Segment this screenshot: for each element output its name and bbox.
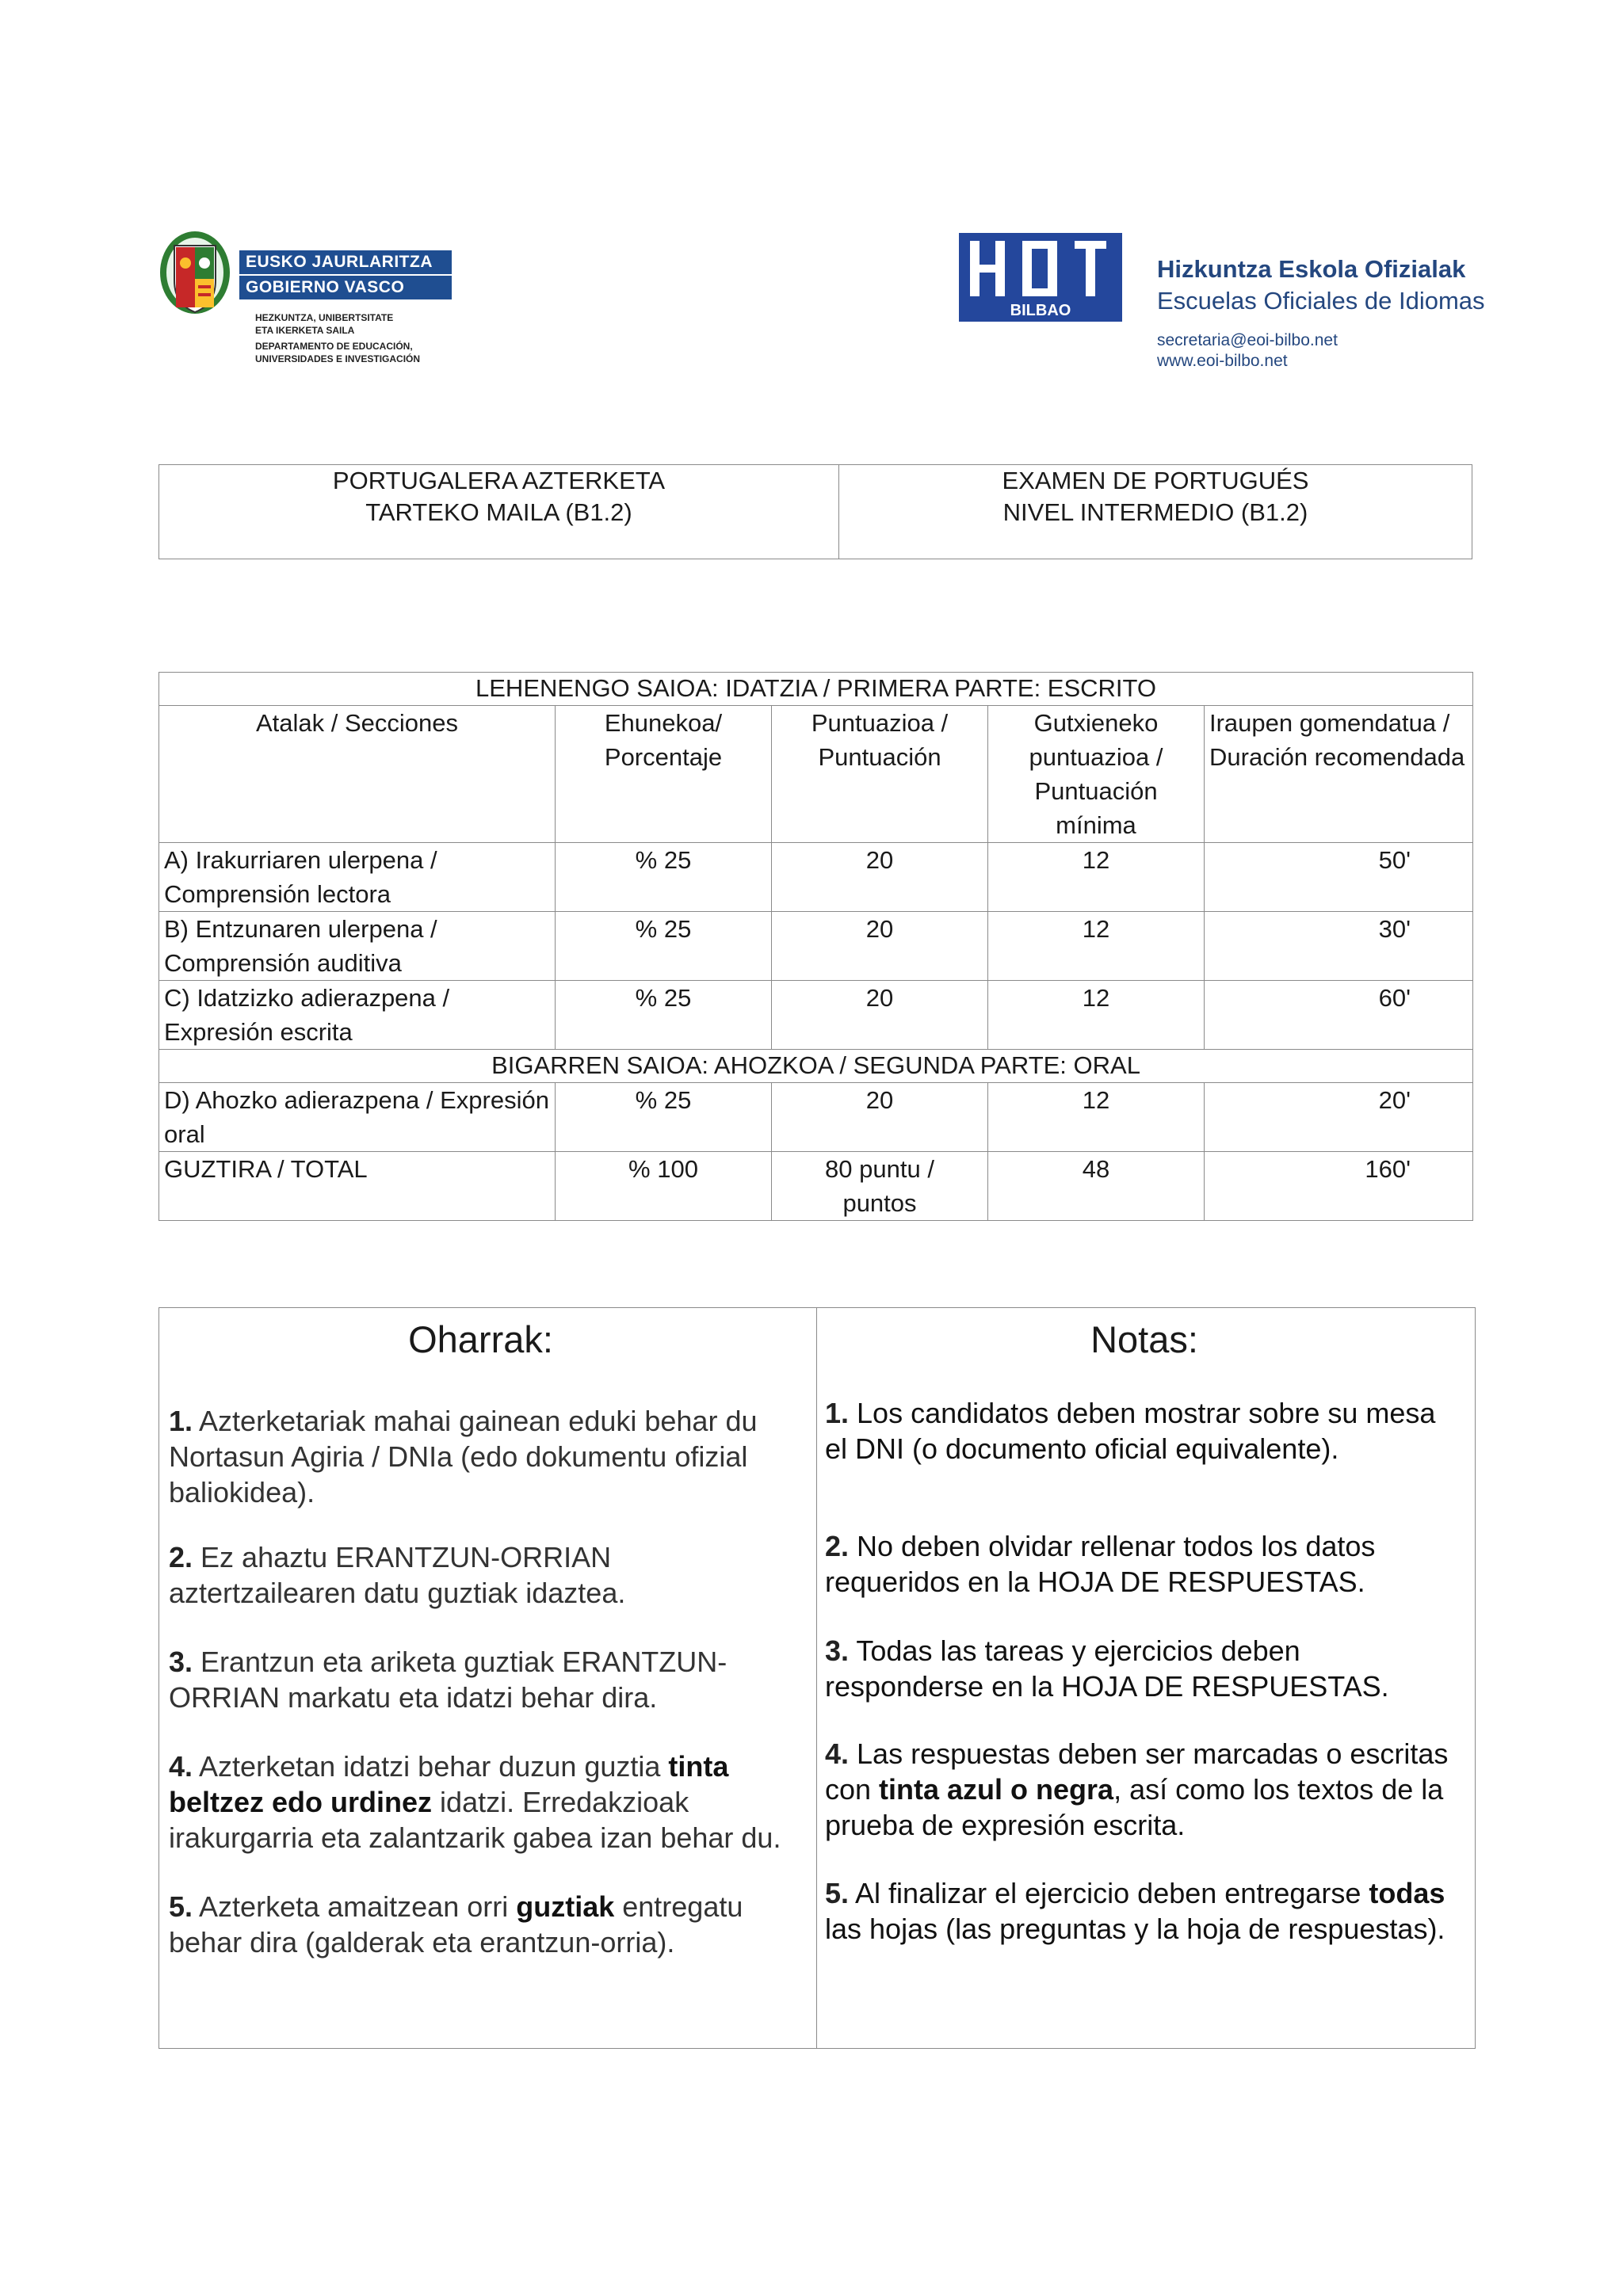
table-row [159,981,1473,1050]
gv-dept-line: DEPARTAMENTO DE EDUCACIÓN, [255,341,413,352]
gv-name-eu: EUSKO JAURLARITZA [239,250,452,274]
part1-title: LEHENENGO SAIOA: IDATZIA / PRIMERA PARTE: ESCRITO [159,673,1473,706]
row-min-score: 12 [988,843,1205,912]
note-text: Azterketa amaitzean orri [193,1890,517,1923]
note-number: 3. [825,1634,850,1667]
note-text-bold: tinta azul o negra [879,1773,1114,1806]
note-number: 2. [169,1541,193,1573]
note-number: 1. [169,1405,193,1437]
row-min-score: 12 [988,981,1205,1050]
gobierno-vasco-logo [158,228,460,379]
note-item-2 [825,1528,1464,1600]
eoi-web-link[interactable]: www.eoi-bilbo.net [1157,352,1288,370]
note-text: Ez ahaztu ERANTZUN-ORRIAN aztertzailearen datu guztiak idaztea. [169,1541,626,1609]
total-section: GUZTIRA / TOTAL [159,1152,556,1221]
col-header-min-score: Gutxieneko puntuazioa / Puntuación mínima [988,706,1205,843]
row-min-score: 12 [988,912,1205,981]
note-text-bold: todas [1369,1877,1445,1909]
note-item-1 [825,1395,1464,1466]
eoi-logo-mark-icon [959,233,1122,322]
row-section: D) Ahozko adierazpena / Expresión oral [159,1083,556,1152]
part2-title: BIGARREN SAIOA: AHOZKOA / SEGUNDA PARTE: ORAL [159,1050,1473,1083]
note-number: 2. [825,1530,850,1562]
total-percentage: % 100 [556,1152,772,1221]
col-header-sections: Atalak / Secciones [159,706,556,843]
exam-title-eu-line1: PORTUGALERA AZTERKETA [332,467,666,494]
note-item-5 [169,1889,805,1960]
note-text: Las respuestas deben ser marcadas o escritas con [825,1737,1449,1806]
total-row [159,1152,1473,1221]
exam-title-es [839,465,1472,559]
row-score: 20 [772,912,988,981]
note-number: 5. [825,1877,850,1909]
note-number: 1. [825,1397,850,1429]
note-text: Todas las tareas y ejercicios deben responderse en la HOJA DE RESPUESTAS. [825,1634,1389,1703]
gv-dept-line: UNIVERSIDADES E INVESTIGACIÓN [255,353,421,364]
eoi-city-text: BILBAO [1010,302,1071,319]
row-score: 20 [772,981,988,1050]
note-item-3 [169,1644,805,1715]
note-text-bold: guztiak [516,1890,615,1923]
exam-title-eu-line2: TARTEKO MAILA (B1.2) [365,498,632,526]
total-score: 80 puntu / puntos [772,1152,988,1221]
row-percentage: % 25 [556,981,772,1050]
note-number: 5. [169,1890,193,1923]
eoi-bilbao-logo [959,227,1485,385]
note-text: Los candidatos deben mostrar sobre su mesa el DNI (o documento oficial equivalente). [825,1397,1436,1465]
note-text: Azterketariak mahai gainean eduki behar du Nortasun Agiria / DNIa (edo dokumentu ofizial baliokidea). [169,1405,758,1508]
note-number: 4. [169,1750,193,1783]
note-text: Al finalizar el ejercicio deben entregarse [849,1877,1369,1909]
note-text-bold: tinta beltzez edo urdinez [169,1750,729,1818]
row-duration: 60' [1205,981,1473,1050]
notes-heading-es: Notas: [1090,1318,1198,1360]
row-percentage: % 25 [556,843,772,912]
exam-title-eu [159,465,839,559]
gv-dept-line: ETA IKERKETA SAILA [255,325,355,336]
row-score: 20 [772,843,988,912]
row-score: 20 [772,1083,988,1152]
part2-title-row [159,1050,1473,1083]
table-row [159,912,1473,981]
gv-dept-line: HEZKUNTZA, UNIBERTSITATE [255,312,394,323]
row-duration: 30' [1205,912,1473,981]
note-number: 4. [825,1737,850,1770]
eoi-title-eu: Hizkuntza Eskola Ofizialak [1157,255,1466,283]
note-text: las hojas (las preguntas y la hoja de respuestas). [825,1913,1445,1945]
total-duration: 160' [1205,1152,1473,1221]
row-percentage: % 25 [556,912,772,981]
row-min-score: 12 [988,1083,1205,1152]
eoi-title-es: Escuelas Oficiales de Idiomas [1157,287,1485,315]
note-text: Erantzun eta ariketa guztiak ERANTZUN-ORRIAN markatu eta idatzi behar dira. [169,1646,727,1714]
col-header-percentage: Ehunekoa/ Porcentaje [556,706,772,843]
notes-box [158,1307,1476,2049]
notes-spanish-column [817,1308,1475,2048]
total-min-score: 48 [988,1152,1205,1221]
exam-title-box [158,464,1472,559]
note-text: No deben olvidar rellenar todos los datos requeridos en la HOJA DE RESPUESTAS. [825,1530,1376,1598]
note-text: idatzi. Erredakzioak irakurgarria eta zalantzarik gabea izan behar du. [169,1786,781,1854]
eoi-email-link[interactable]: secretaria@eoi-bilbo.net [1157,331,1338,349]
notes-heading-eu: Oharrak: [408,1318,553,1360]
exam-title-es-line1: EXAMEN DE PORTUGUÉS [1002,467,1309,494]
note-item-3 [825,1633,1464,1704]
col-header-score: Puntuazioa / Puntuación [772,706,988,843]
part1-title-row [159,673,1473,706]
table-row [159,1083,1473,1152]
row-section: B) Entzunaren ulerpena / Comprensión auditiva [159,912,556,981]
note-item-5 [825,1875,1464,1947]
row-section: C) Idatzizko adierazpena / Expresión escrita [159,981,556,1050]
note-item-2 [169,1539,805,1611]
row-section: A) Irakurriaren ulerpena / Comprensión lectora [159,843,556,912]
note-text: entregatu behar dira (galderak eta erantzun-orria). [169,1890,743,1958]
exam-structure-table [158,672,1473,1221]
col-header-duration: Iraupen gomendatua / Duración recomendada [1205,706,1473,843]
notes-basque-column [159,1308,817,2048]
table-row [159,843,1473,912]
note-item-4 [825,1736,1464,1843]
row-duration: 20' [1205,1083,1473,1152]
note-text: Azterketan idatzi behar duzun guztia [193,1750,669,1783]
row-duration: 50' [1205,843,1473,912]
note-number: 3. [169,1646,193,1678]
note-item-1 [169,1403,805,1510]
note-text: , así como los textos de la prueba de expresión escrita. [825,1773,1444,1841]
exam-title-es-line2: NIVEL INTERMEDIO (B1.2) [1002,498,1308,526]
gv-name-es: GOBIERNO VASCO [239,276,452,299]
row-percentage: % 25 [556,1083,772,1152]
note-item-4 [169,1749,805,1855]
basque-coat-of-arms-icon [158,228,231,320]
table-header-row [159,706,1473,843]
